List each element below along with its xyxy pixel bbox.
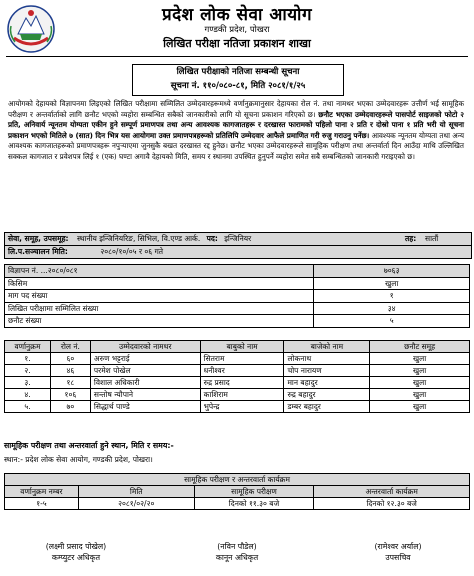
- notice-body: [8, 99, 464, 162]
- summary-row: [5, 277, 470, 290]
- service-label: सेवा, समूह, उपसमूह:: [8, 234, 69, 243]
- summary-table: [4, 264, 470, 328]
- candidates-table: [4, 340, 470, 413]
- serial-cell: ५.: [5, 401, 51, 413]
- group-test-time-cell: दिनको ११.३० बजे: [194, 498, 314, 510]
- body-para-2: छनौट भएका उम्मेदवारहरूले पासपोर्ट साइजको फोटो २ प्रति, अनिवार्य न्यूनतम योग्यता एकीन हुने सम्पूर्ण प्रमाणपत्र तथा अन्य आवश्यक कागजातहरू र दरखास्त फारामको पहिलो पाना २ प्रति र दोस्रो पाना १ प्रति भरी यो सूचना प्रकाशन भएको मितिले ७ (सात) दिन भित्र यस आयोगमा उक्त प्रमाणपत्रहरूको प्रतिलिपि उम्मेदवार आफैले प्रमाणित गरी रुजु गराउनु पर्नेछ।: [8, 109, 464, 140]
- grandfather-name-cell: चोप नारायण: [284, 365, 370, 377]
- header-divider: [6, 56, 468, 57]
- notice-number: सूचना नं. ११०/०८०-८१, मिति २०८१/१/२५: [170, 81, 306, 91]
- table-row: [5, 389, 470, 401]
- roll-cell: १०६: [50, 389, 90, 401]
- notice-title-box: [132, 64, 344, 96]
- column-header: वर्णानुक्रम नम्बर: [5, 486, 79, 498]
- column-header: रोल नं.: [50, 341, 90, 353]
- roll-cell: ४६: [50, 365, 90, 377]
- column-header: उम्मेदवारको नामथर: [90, 341, 200, 353]
- column-header: अन्तरवार्ता कार्यक्रम: [314, 486, 470, 498]
- column-header: सामूहिक परीक्षण: [194, 486, 314, 498]
- father-name-cell: भुपेन्द्र: [200, 401, 284, 413]
- serial-cell: १.: [5, 353, 51, 365]
- grandfather-name-cell: रुद्र बहादुर: [284, 389, 370, 401]
- column-header: मिति: [78, 486, 194, 498]
- service-info-box: [4, 232, 472, 259]
- post-label: पद:: [206, 234, 218, 243]
- signatory-title: कम्प्युटर अधिकृत: [51, 553, 101, 562]
- service-row: [5, 233, 471, 245]
- exam-date-row: [5, 245, 471, 258]
- org-name: प्रदेश लोक सेवा आयोग: [161, 5, 313, 25]
- summary-label: छनौट संख्या: [5, 315, 314, 328]
- signatory-name: (रामेश्वर अर्याल): [374, 542, 422, 551]
- schedule-caption: सामूहिक परीक्षण र अन्तरवार्ता कार्यक्रम: [5, 474, 470, 486]
- group-cell: खुला: [370, 353, 470, 365]
- summary-value: १: [314, 290, 470, 303]
- grandfather-name-cell: लोकनाथ: [284, 353, 370, 365]
- serial-cell: २.: [5, 365, 51, 377]
- table-row: [5, 498, 470, 510]
- exam-date-value: २०८०/१०/०५ र ०६ गते: [100, 247, 164, 256]
- summary-value: ३४: [314, 302, 470, 315]
- summary-row: [5, 302, 470, 315]
- roll-cell: ६०: [50, 353, 90, 365]
- schedule-table: [4, 473, 470, 510]
- candidate-name-cell: सन्तोष न्यौपाने: [90, 389, 200, 401]
- table-row: [5, 401, 470, 413]
- notice-title: लिखित परीक्षाको नतिजा सम्बन्धी सूचना: [176, 67, 300, 77]
- signatory-title: उपसचिव: [385, 553, 411, 562]
- exam-venue-place: स्थान:- प्रदेश लोक सेवा आयोग, गण्डकी प्रदेश, पोखरा।: [4, 455, 153, 464]
- signatory-name: (नविन पौडेल): [217, 542, 257, 551]
- serial-cell: ४.: [5, 389, 51, 401]
- summary-label: लिखित परीक्षामा सम्मिलित संख्या: [5, 302, 314, 315]
- service-value: स्थानीय इन्जिनियरिङ, सिभिल, वि.एण्ड आर्क.: [76, 234, 201, 243]
- column-header: बाबुको नाम: [200, 341, 284, 353]
- summary-label: विज्ञापन नं. ...२०८०/०८१: [5, 265, 314, 278]
- roll-cell: १८: [50, 377, 90, 389]
- signature-3: [328, 541, 468, 563]
- summary-value: ५: [314, 315, 470, 328]
- signatory-name: (लक्ष्मी प्रसाद पोखेल): [45, 542, 107, 551]
- summary-row: [5, 315, 470, 328]
- interview-time-cell: दिनको १२.३० बजे: [314, 498, 470, 510]
- post-value: इन्जिनियर: [224, 234, 252, 243]
- table-row: [5, 377, 470, 389]
- grandfather-name-cell: मान बहादुर: [284, 377, 370, 389]
- body-para-3: आवश्यक न्यूनतम योग्यता तथा अन्य आवश्यक कागजातहरूको प्रमाणपत्रहरू नपुऱ्याएमा जुनसुकै बखत दरखास्त रद्द हुनेछ। छनौट भएका उम्मेदवारहरूले सामूहिक परीक्षण तथा अन्तर्वार्ता दिन आउँदा माथि उल्लिखित सक्कल कागजात र प्रवेशपत्र लिई १ (एक) घण्टा अगावै देहायको मिति, समय र स्थानमा उपस्थित हुनुपर्ने व्यहोरा समेत सबै सम्बन्धितको जानकारी गराइएको छ।: [8, 130, 464, 161]
- signature-2: [167, 541, 307, 563]
- group-cell: खुला: [370, 377, 470, 389]
- grandfather-name-cell: डम्बर बहादुर: [284, 401, 370, 413]
- summary-value: खुला: [314, 277, 470, 290]
- exam-date-label: लि.प.सञ्चालन मिति:: [8, 247, 68, 256]
- summary-row: [5, 290, 470, 303]
- summary-label: किसिम: [5, 277, 314, 290]
- summary-label: माग पद संख्या: [5, 290, 314, 303]
- signatory-title: कानून अधिकृत: [215, 553, 259, 562]
- org-sub-line: गण्डकी प्रदेश, पोखरा: [204, 25, 270, 35]
- signature-1: [6, 541, 146, 563]
- column-header: छनौट समूह: [370, 341, 470, 353]
- column-header: वर्णानुक्रम: [5, 341, 51, 353]
- summary-value: ७०६३: [314, 265, 470, 278]
- father-name-cell: सितराम: [200, 353, 284, 365]
- group-cell: खुला: [370, 389, 470, 401]
- serial-range-cell: १-५: [5, 498, 79, 510]
- father-name-cell: काशिराम: [200, 389, 284, 401]
- column-header: बाजेको नाम: [284, 341, 370, 353]
- branch-name: लिखित परीक्षा नतिजा प्रकाशन शाखा: [163, 37, 311, 50]
- table-row: [5, 353, 470, 365]
- candidate-name-cell: परमेश पोखेल: [90, 365, 200, 377]
- father-name-cell: रुद्र प्रसाद: [200, 377, 284, 389]
- father-name-cell: धनीश्वर: [200, 365, 284, 377]
- serial-cell: ३.: [5, 377, 51, 389]
- date-cell: २०८१/०२/२०: [78, 498, 194, 510]
- roll-cell: ७०: [50, 401, 90, 413]
- candidate-name-cell: विशाल अधिकारी: [90, 377, 200, 389]
- body-para-1: आयोगको देहायको विज्ञापनमा लिइएको लिखित परीक्षामा सम्मिलित उम्मेदवारहरूमध्ये वर्णानुक्रमानुसार देहायका रोल नं. तथा नामथर भएका उम्मेदवारहरू उत्तीर्ण भई सामूहिक परीक्षण र अन्तर्वार्ताको लागि छनौट भएको व्यहोरा सम्बन्धित सबैको जानकारीको लागि यो सूचना प्रकाशन गरिएको छ।: [8, 99, 464, 119]
- candidate-name-cell: अरुण भट्टराई: [90, 353, 200, 365]
- table-row: [5, 365, 470, 377]
- group-cell: खुला: [370, 401, 470, 413]
- group-cell: खुला: [370, 365, 470, 377]
- summary-row: [5, 265, 470, 278]
- level-value: सातौं: [425, 234, 439, 243]
- level-label: तह:: [405, 234, 417, 243]
- exam-venue-title: सामूहिक परीक्षण तथा अन्तरवार्ता हुने स्थान, मिति र समय:-: [4, 441, 174, 450]
- candidate-name-cell: सिद्धार्थ पाण्डे: [90, 401, 200, 413]
